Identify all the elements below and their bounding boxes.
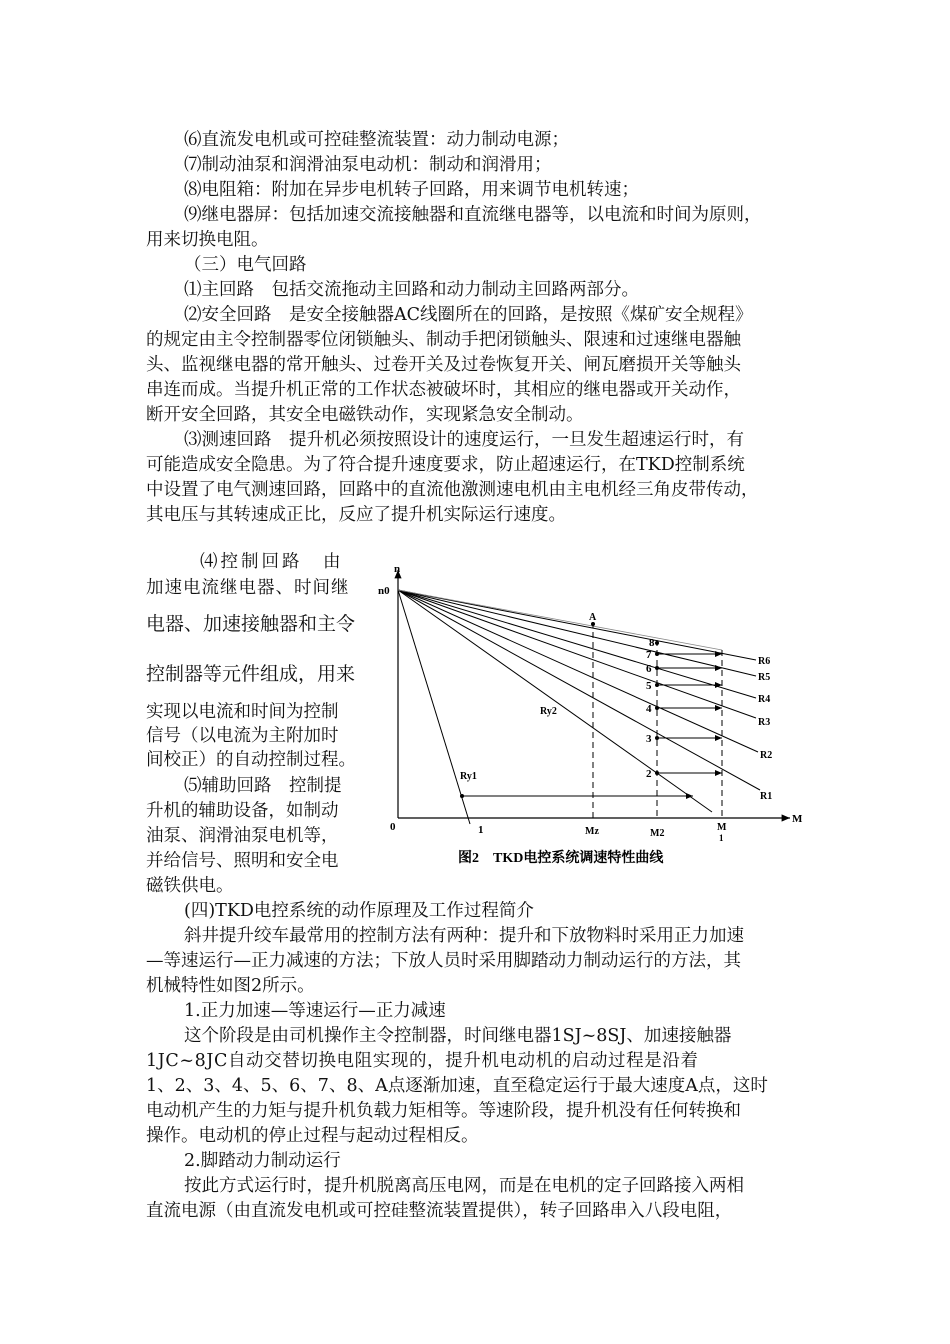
method-1-line2: 1JC~8JC自动交替切换电阻实现的，提升机电动机的启动过程是沿着 — [146, 1051, 699, 1071]
para-item-6: ⑹直流发电机或可控硅整流装置：动力制动电源； — [184, 130, 569, 150]
curve-ry1-label: Ry1 — [460, 771, 477, 782]
curve-r5-label: R5 — [758, 672, 771, 683]
circuit-2-line1: ⑵安全回路 是安全接触器AC线圈所在的回路，是按照《煤矿安全规程》 — [184, 305, 753, 325]
curve-top-line — [398, 590, 722, 650]
para-item-9-line2: 用来切换电阻。 — [146, 230, 269, 250]
circuit-3-line2: 可能造成安全隐患。为了符合提升速度要求，防止超速运行，在TKD控制系统 — [146, 455, 745, 475]
curve-r5-line — [398, 590, 756, 676]
circuit-2-line5: 断开安全回路，其安全电磁铁动作，实现紧急安全制动。 — [146, 405, 584, 425]
para-item-8: ⑻电阻箱：附加在异步电机转子回路，用来调节电机转速； — [184, 180, 639, 200]
x-tick-m2: M2 — [650, 828, 665, 839]
section-3-heading: （三）电气回路 — [184, 255, 307, 275]
n0-label: n0 — [378, 585, 390, 597]
circuit-4-line5: 实现以电流和时间为控制 — [146, 702, 339, 722]
section-4-line1: 斜井提升绞车最常用的控制方法有两种：提升和下放物料时采用正力加速 — [184, 926, 744, 946]
point-a-label: A — [589, 612, 597, 623]
curve-r3-label: R3 — [758, 717, 771, 728]
circuit-2-line2: 的规定由主令控制器零位闭锁触头、制动手把闭锁触头、限速和过速继电器触 — [146, 330, 741, 350]
point-5 — [655, 683, 659, 687]
para-item-7: ⑺制动油泵和润滑油泵电动机：制动和润滑用； — [184, 155, 552, 175]
point-8 — [655, 641, 659, 645]
point-3 — [655, 736, 659, 740]
curve-ry1-line — [398, 590, 470, 824]
method-2-line2: 直流电源（由直流发电机或可控硅整流装置提供），转子回路串入八段电阻， — [146, 1201, 733, 1221]
step-label-4: 4 — [646, 703, 652, 715]
point-4 — [655, 706, 659, 710]
circuit-5-line5: 磁铁供电。 — [146, 876, 234, 896]
method-1-line1: 这个阶段是由司机操作主令控制器，时间继电器1SJ~8SJ、加速接触器 — [184, 1026, 732, 1046]
x-tick-1: 1 — [478, 824, 484, 836]
point-7 — [655, 652, 659, 656]
circuit-4-line1: ⑷控制回路 由 — [200, 552, 344, 572]
point-6 — [655, 666, 659, 670]
curve-r2-line — [398, 590, 758, 752]
x-tick-m: M — [717, 822, 727, 833]
circuit-5-line2: 升机的辅助设备，如制动 — [146, 801, 339, 821]
origin-label: 0 — [390, 821, 396, 833]
circuit-1: ⑴主回路 包括交流拖动主回路和动力制动主回路两部分。 — [184, 280, 639, 300]
circuit-4-line4: 控制器等元件组成，用来 — [146, 663, 356, 685]
circuit-3-line4: 其电压与其转速成正比，反应了提升机实际运行速度。 — [146, 505, 566, 525]
circuit-4-line2: 加速电流继电器、时间继 — [146, 578, 350, 598]
curve-r6-label: R6 — [758, 656, 771, 667]
circuit-2-line3: 头、监视继电器的常开触头、过卷开关及过卷恢复开关、闸瓦磨损开关等触头 — [146, 355, 741, 375]
curve-ry2-label: Ry2 — [540, 706, 557, 717]
method-2-heading: 2.脚踏动力制动运行 — [184, 1151, 341, 1171]
circuit-4-line6: 信号（以电流为主附加时 — [146, 726, 339, 746]
curve-r2-label: R2 — [760, 750, 773, 761]
section-4-heading: (四)TKD电控系统的动作原理及工作过程简介 — [184, 901, 534, 921]
curve-r6-line — [398, 590, 756, 660]
curve-r1-label: R1 — [760, 791, 773, 802]
curve-r4-line — [398, 590, 756, 698]
circuit-4-line7: 间校正）的自动控制过程。 — [146, 750, 356, 770]
step-label-3: 3 — [646, 733, 652, 745]
section-4-line2: —等速运行—正力减速的方法；下放人员时采用脚踏动力制动运行的方法，其 — [146, 951, 741, 971]
step-label-5: 5 — [646, 680, 652, 692]
method-2-line1: 按此方式运行时，提升机脱离高压电网，而是在电机的定子回路接入两相 — [184, 1176, 744, 1196]
curve-ry2-line — [398, 590, 712, 812]
circuit-2-line4: 串连而成。当提升机正常的工作状态被破坏时，其相应的继电器或开关动作， — [146, 380, 741, 400]
x-axis-label: M — [792, 813, 803, 825]
section-4-line3: 机械特性如图2所示。 — [146, 976, 315, 996]
step-label-7: 7 — [646, 649, 652, 661]
step-label-6: 6 — [646, 663, 652, 675]
circuit-5-line3: 油泵、润滑油泵电机等， — [146, 826, 339, 846]
x-tick-m-sub: 1 — [719, 833, 724, 843]
circuit-3-line3: 中设置了电气测速回路，回路中的直流他激测速电机由主电机经三角皮带传动， — [146, 480, 759, 500]
circuit-4-line3: 电器、加速接触器和主令 — [146, 613, 356, 635]
circuit-5-line1: ⑸辅助回路 控制提 — [184, 776, 342, 796]
circuit-5-line4: 并给信号、照明和安全电 — [146, 851, 339, 871]
method-1-line3: 1、2、3、4、5、6、7、8、A点逐渐加速，直至稳定运行于最大速度A点，这时 — [146, 1076, 768, 1096]
step-label-8: 8 — [649, 637, 655, 649]
curve-r1-line — [398, 590, 760, 790]
point-2 — [655, 771, 659, 775]
point-ry1 — [460, 794, 464, 798]
speed-characteristic-figure — [370, 560, 810, 880]
circuit-3-line1: ⑶测速回路 提升机必须按照设计的速度运行，一旦发生超速运行时，有 — [184, 430, 744, 450]
method-1-line4: 电动机产生的力矩与提升机负载力矩相等。等速阶段，提升机没有任何转换和 — [146, 1101, 741, 1121]
para-item-9-line1: ⑼继电器屏：包括加速交流接触器和直流继电器等，以电流和时间为原则， — [184, 205, 762, 225]
x-tick-mz: Mz — [585, 826, 599, 837]
figure-caption: 图2 TKD电控系统调速特性曲线 — [458, 851, 664, 866]
method-1-heading: 1.正力加速—等速运行—正力减速 — [184, 1001, 446, 1021]
curve-r4-label: R4 — [758, 694, 771, 705]
method-1-line5: 操作。电动机的停止过程与起动过程相反。 — [146, 1126, 479, 1146]
y-axis-label: n — [394, 563, 401, 575]
step-label-2: 2 — [646, 768, 652, 780]
